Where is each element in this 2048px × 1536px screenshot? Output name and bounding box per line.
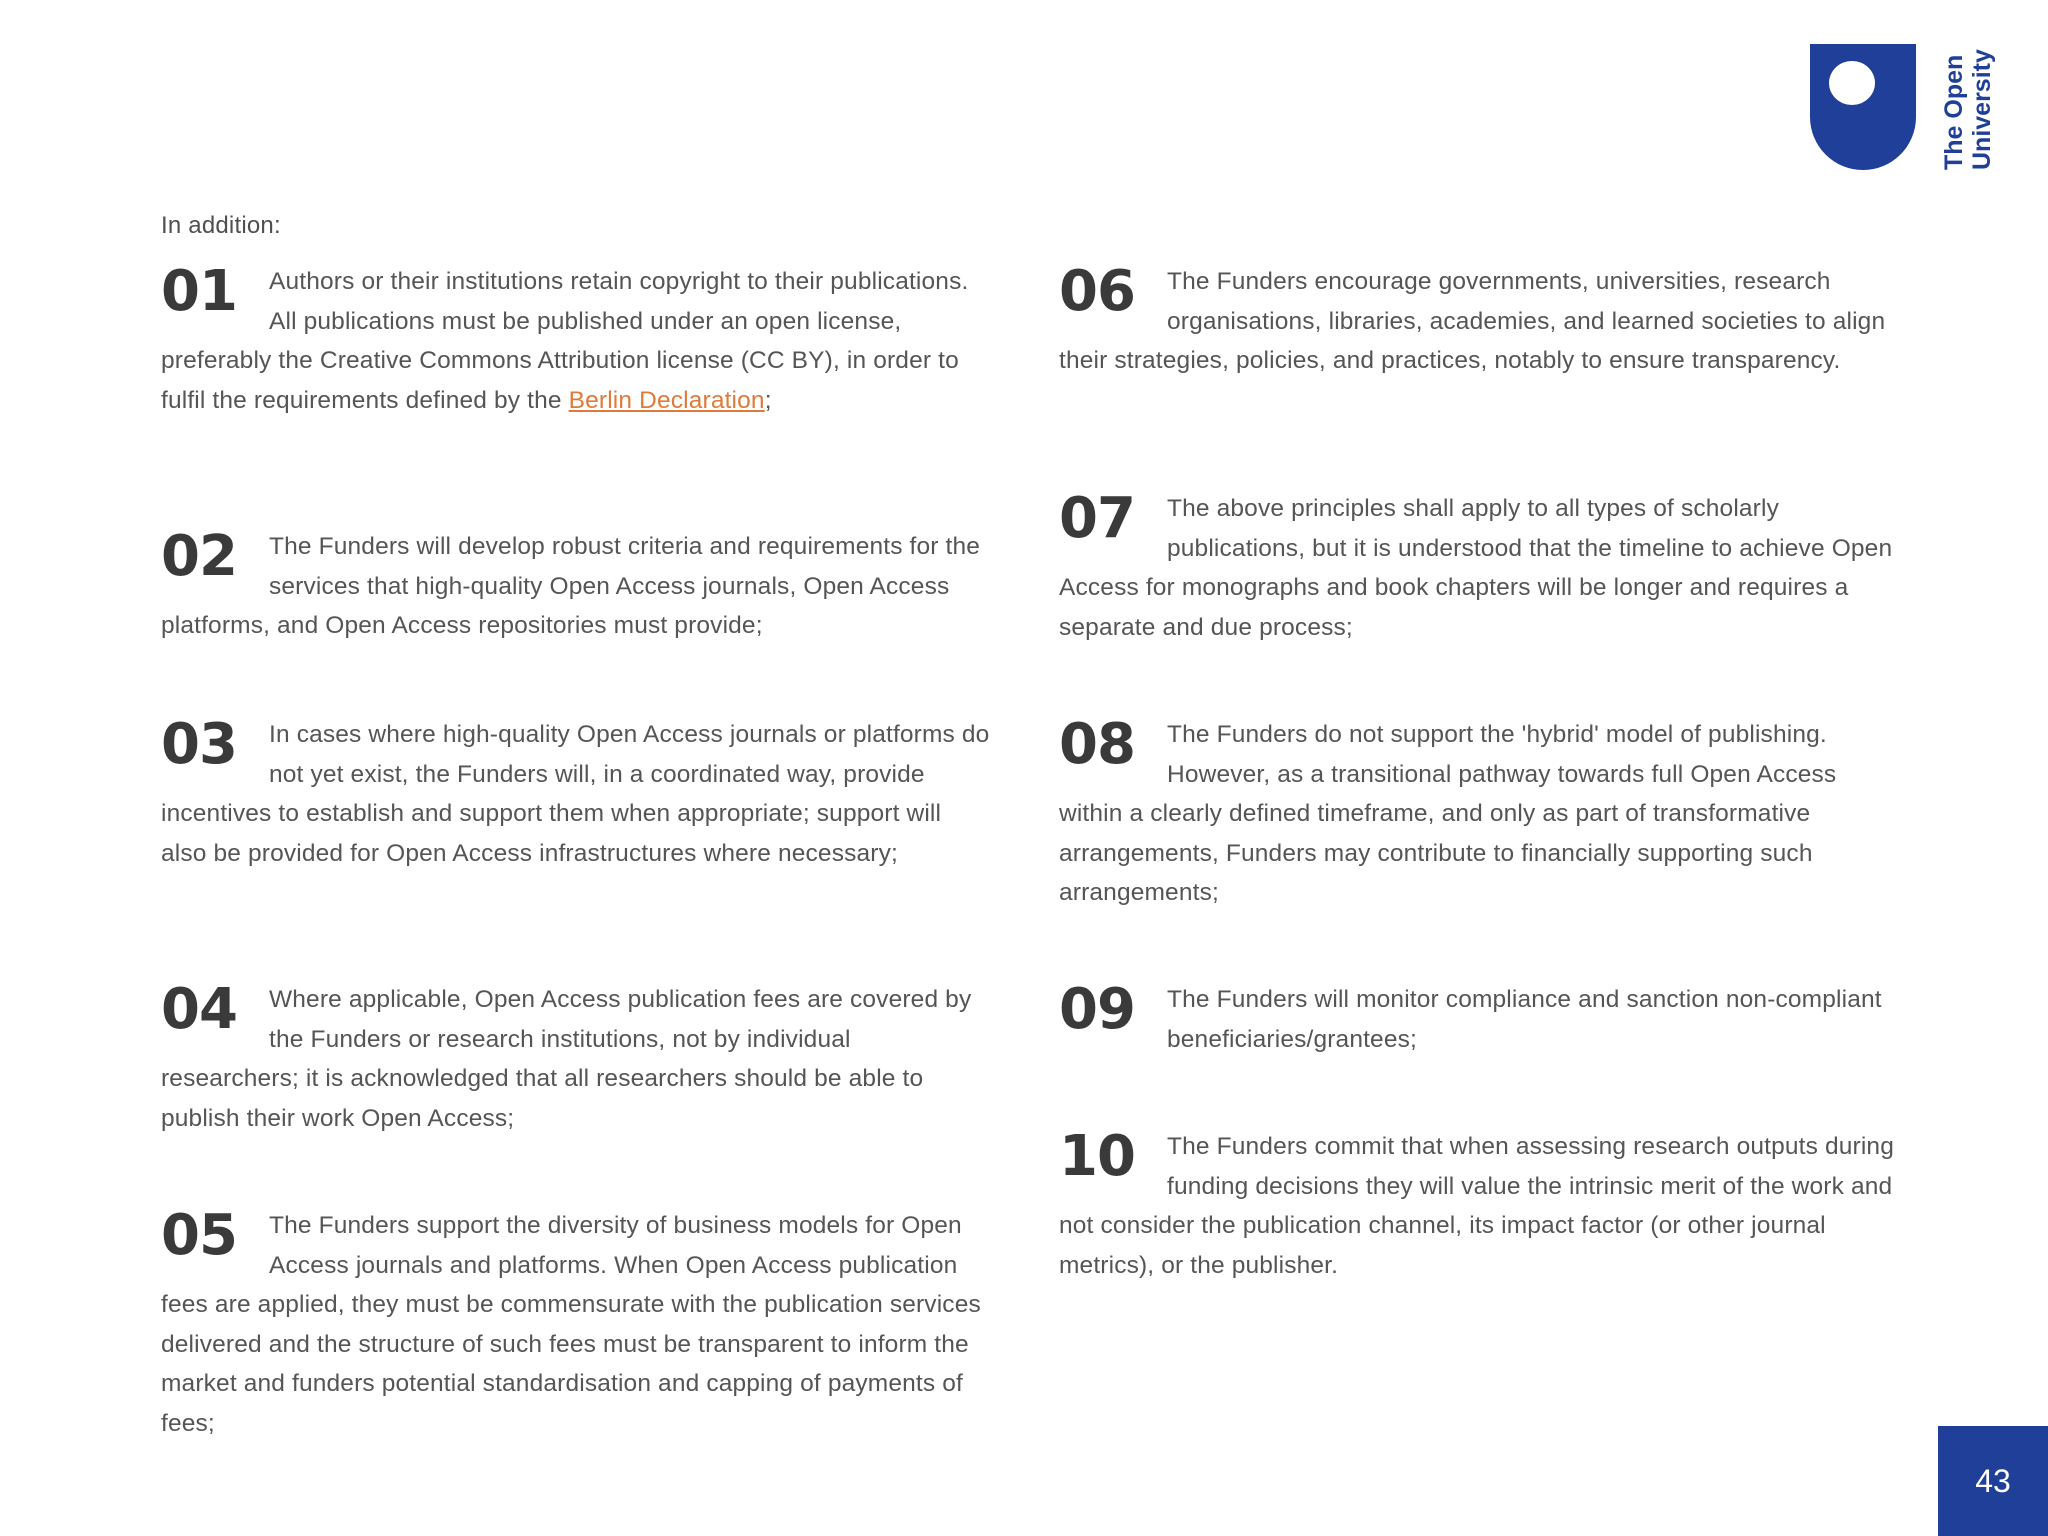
page-number-badge: 43 xyxy=(1938,1426,2048,1536)
principle-text: In cases where high-quality Open Access journals or platforms do not yet exist, the Funders will, in a coordinated way, provide incentives to establish and support them when appropriate; support will also be provided for Open Access infrastructures where necessary; xyxy=(161,721,990,867)
logo-wordmark xyxy=(1938,44,1998,170)
principle-item xyxy=(1059,1124,1899,1285)
content-panel xyxy=(161,200,1901,1536)
shield-logo-icon xyxy=(1810,44,1916,170)
principle-text: The Funders do not support the 'hybrid' model of publishing. However, as a transitional pathway towards full Open Access within a clearly defined timeframe, and only as part of transformative arrangements, Funders may contribute to financially supporting such arrangements; xyxy=(1059,721,1837,906)
principle-text: Where applicable, Open Access publication fees are covered by the Funders or research institutions, not by individual researchers; it is acknowledged that all researchers should be able to publish their work Open Access; xyxy=(161,986,972,1132)
principle-text: The Funders commit that when assessing research outputs during funding decisions they will value the intrinsic merit of the work and not consider the publication channel, its impact factor (or other journal metrics), or the publisher. xyxy=(1059,1133,1894,1279)
principle-number: 05 xyxy=(161,1203,237,1268)
berlin-declaration-link[interactable]: Berlin Declaration xyxy=(568,386,765,414)
principle-item xyxy=(1059,977,1899,1059)
logo-line-2: University xyxy=(1968,49,1996,170)
principle-item xyxy=(161,524,991,646)
logo-line-1: The Open xyxy=(1940,54,1968,170)
principle-text: The Funders will monitor compliance and sanction non-compliant beneficiaries/grantees; xyxy=(1167,986,1882,1053)
principle-number: 02 xyxy=(161,524,237,589)
principle-text: The Funders support the diversity of business models for Open Access journals and platforms. When Open Access publication fees are applied, they must be commensurate with the publication services delivered and the structure of such fees must be transparent to inform the market and funders potential standardisation and capping of payments of fees; xyxy=(161,1212,981,1437)
principle-number: 04 xyxy=(161,977,237,1042)
principle-item xyxy=(161,712,991,873)
principle-number: 07 xyxy=(1059,486,1135,551)
principle-number: 03 xyxy=(161,712,237,777)
principle-number: 06 xyxy=(1059,259,1135,324)
principle-item xyxy=(1059,712,1899,913)
principle-item xyxy=(161,977,991,1138)
open-university-logo xyxy=(1810,44,2000,174)
principle-item xyxy=(1059,486,1899,647)
principle-text: The Funders will develop robust criteria and requirements for the services that high-quality Open Access journals, Open Access platforms, and Open Access repositories must provide; xyxy=(161,533,981,639)
principle-item xyxy=(161,259,991,420)
principle-item xyxy=(1059,259,1899,381)
principle-number: 08 xyxy=(1059,712,1135,777)
intro-text: In addition: xyxy=(161,212,281,239)
principle-number: 10 xyxy=(1059,1124,1135,1189)
principle-text: The above principles shall apply to all types of scholarly publications, but it is understood that the timeline to achieve Open Access for monographs and book chapters will be longer and requires a separate and due process; xyxy=(1059,495,1893,641)
principle-number: 09 xyxy=(1059,977,1135,1042)
principle-item xyxy=(161,1203,991,1443)
principle-number: 01 xyxy=(161,259,237,324)
principle-text: The Funders encourage governments, universities, research organisations, libraries, academies, and learned societies to align their strategies, policies, and practices, notably to ensure transparency. xyxy=(1059,268,1886,374)
principle-text: Authors or their institutions retain copyright to their publications. All publications must be published under an open license, preferably the Creative Commons Attribution license (CC BY), in order to fulfil the requirements defined by the Berlin Declaration; xyxy=(161,268,969,414)
